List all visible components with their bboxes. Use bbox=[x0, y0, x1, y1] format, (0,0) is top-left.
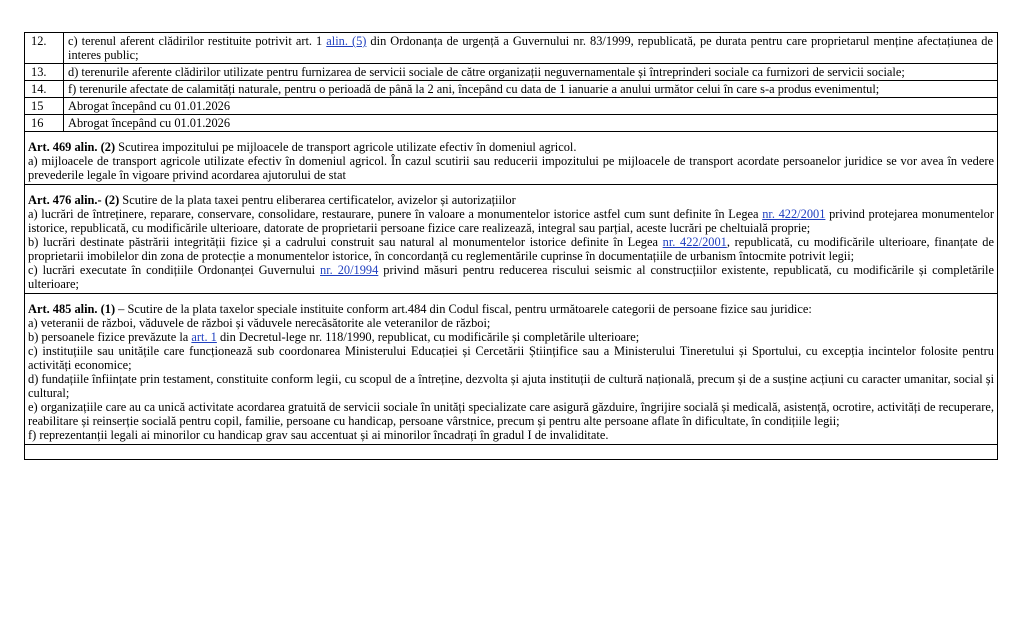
section-title: Scutirea impozitului pe mijloacele de transport agricole utilizate efectiv în domeniul agricol. bbox=[115, 140, 577, 154]
paragraph: c) instituțiile sau unitățile care funcționează sub coordonarea Ministerului Educației și Cercetării Științifice sau a Ministerului Tineretului și Sportului, cu excepția incintelor folosite pentru activități economice; bbox=[28, 344, 994, 372]
legal-link[interactable]: nr. 422/2001 bbox=[762, 207, 826, 221]
paragraph: b) lucrări destinate păstrării integrității fizice și a cadrului construit sau natural al monumentelor istorice definite în Legea nr. 422/2001, republicată, cu modificările ulterioare, finanțate de proprietarii imobilelor din zona de protecție a monumentelor istorice, în concordanță cu reglementările cuprinse în documentațiile de urbanism întocmite potrivit legii; bbox=[28, 235, 994, 263]
document-sheet bbox=[24, 32, 998, 460]
row-number: 15 bbox=[25, 98, 64, 115]
row-text: Abrogat începând cu 01.01.2026 bbox=[64, 115, 998, 132]
paragraph: c) lucrări executate în condițiile Ordonanței Guvernului nr. 20/1994 privind măsuri pentru reducerea riscului seismic al construcțiilor existente, republicată, cu modificările și completările ulterioare; bbox=[28, 263, 995, 291]
paragraph: d) fundațiile înființate prin testament, constituite conform legii, cu scopul de a întreține, dezvolta și ajuta instituții de cultură națională, precum și de a susține acțiuni cu caracter umanitar, social și cultural; bbox=[28, 372, 995, 400]
row-text: f) terenurile afectate de calamități naturale, pentru o perioadă de până la 2 ani, începând cu data de 1 ianuarie a anului următor celui în care s-a produs evenimentul; bbox=[64, 81, 998, 98]
paragraph: e) organizațiile care au ca unică activitate acordarea gratuită de servicii sociale în unități specializate care asigură găzduire, îngrijire socială și medicală, asistență, ocrotire, activități de recuperare, reabilitare și reinserție socială pentru copil, familie, persoane cu handicap, persoane vârstnice, precum și pentru alte persoane aflate în dificultate, în condițiile legii; bbox=[28, 400, 994, 428]
legal-link[interactable]: alin. (5) bbox=[326, 34, 367, 48]
table-row bbox=[25, 115, 998, 132]
table-row bbox=[25, 64, 998, 81]
row-number: 12. bbox=[25, 33, 64, 64]
section-title: – Scutire de la plata taxelor speciale instituite conform art.484 din Codul fiscal, pentru următoarele categorii de persoane fizice sau juridice: bbox=[115, 302, 812, 316]
row-text: c) terenul aferent clădirilor restituite potrivit art. 1 alin. (5) din Ordonanța de urgență a Guvernului nr. 83/1999, republicată, pe durata pentru care proprietarul menține afectațiunea de interes public; bbox=[64, 33, 998, 64]
section-heading: Art. 469 alin. (2) bbox=[28, 140, 116, 154]
empty-table-row bbox=[24, 445, 998, 460]
section-heading: Art. 476 alin.- (2) bbox=[28, 193, 120, 207]
paragraph: f) reprezentanții legali ai minorilor cu handicap grav sau accentuat și ai minorilor încadrați în gradul I de invaliditate. bbox=[28, 428, 609, 442]
legal-link[interactable]: nr. 422/2001 bbox=[662, 235, 727, 249]
legal-link[interactable]: nr. 20/1994 bbox=[320, 263, 379, 277]
section-heading: Art. 485 alin. (1) bbox=[28, 302, 116, 316]
table-row bbox=[25, 98, 998, 115]
row-number: 14. bbox=[25, 81, 64, 98]
art-469-section bbox=[24, 132, 998, 185]
row-text: Abrogat începând cu 01.01.2026 bbox=[64, 98, 998, 115]
row-text: d) terenurile aferente clădirilor utilizate pentru furnizarea de servicii sociale de către organizații neguvernamentale și întreprinderi sociale ca furnizori de servicii sociale; bbox=[64, 64, 998, 81]
paragraph: b) persoanele fizice prevăzute la art. 1 din Decretul-lege nr. 118/1990, republicat, cu modificările și completările ulterioare; bbox=[28, 330, 640, 344]
art-476-section bbox=[24, 185, 998, 294]
row-number: 13. bbox=[25, 64, 64, 81]
art-485-section bbox=[24, 294, 998, 445]
paragraph: a) mijloacele de transport agricole utilizate efectiv în domeniul agricol. În cazul scutirii sau reducerii impozitului pe mijloacele de transport acordate persoanelor juridice se vor avea în vedere prevederile legale în vigoare privind acordarea ajutorului de stat bbox=[28, 154, 994, 182]
paragraph: a) lucrări de întreținere, reparare, conservare, consolidare, restaurare, punere în valoare a monumentelor istorice astfel cum sunt definite în Legea nr. 422/2001 privind protejarea monumentelor istorice, republicată, cu modificările ulterioare, datorate de proprietarii persoane fizice care realizează, integral sau parțial, aceste lucrări pe cheltuială proprie; bbox=[28, 207, 994, 235]
legal-link[interactable]: art. 1 bbox=[191, 330, 217, 344]
paragraph: a) veteranii de război, văduvele de război și văduvele nerecăsătorite ale veteranilor de război; bbox=[28, 316, 491, 330]
row-number: 16 bbox=[25, 115, 64, 132]
table-row bbox=[25, 81, 998, 98]
section-title: Scutire de la plata taxei pentru eliberarea certificatelor, avizelor și autorizațiilor bbox=[119, 193, 516, 207]
exemptions-table bbox=[24, 32, 998, 132]
table-row bbox=[25, 33, 998, 64]
